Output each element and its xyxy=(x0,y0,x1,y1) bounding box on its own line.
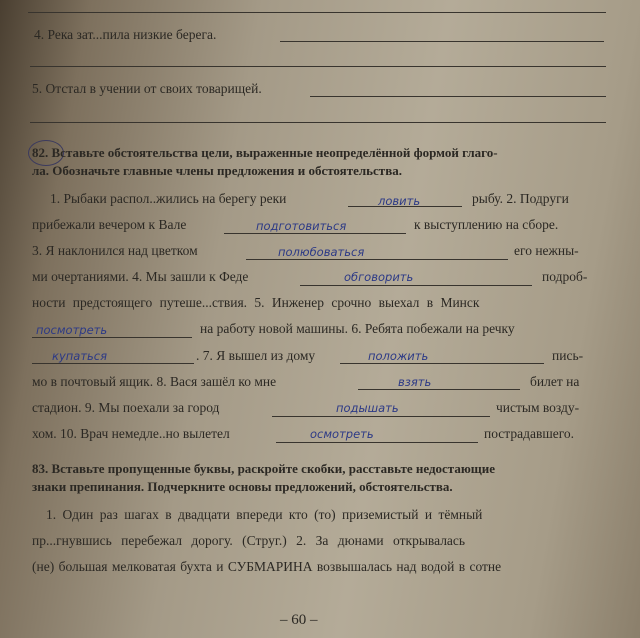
handwritten-answer: посмотреть xyxy=(36,323,108,337)
answer-blank[interactable] xyxy=(340,363,544,364)
answer-blank[interactable] xyxy=(276,442,478,443)
ex82-line-7-mid: . 7. Я вышел из дому xyxy=(196,348,316,363)
ex82-line-2-left: прибежали вечером к Вале xyxy=(32,217,187,232)
writing-rule xyxy=(28,12,606,13)
page-number: – 60 – xyxy=(280,612,318,628)
ex82-line-8-right: билет на xyxy=(530,374,580,389)
ex83-line-3: (не) большая мелковатая бухта и СУБМАРИНА возвышалась над водой в сотне xyxy=(32,559,502,574)
handwritten-answer: подышать xyxy=(336,401,399,415)
ex82-line-10-left: хом. 10. Врач немедле..но вылетел xyxy=(32,426,230,441)
ex83-line-2: пр...гнувшись перебежал дорогу. (Струг.) 2. За дюнами открывалась xyxy=(32,533,466,548)
answer-blank[interactable] xyxy=(32,363,194,364)
answer-blank[interactable] xyxy=(310,96,606,97)
answer-blank[interactable] xyxy=(224,233,406,234)
ex82-line-7-right: пись- xyxy=(552,348,584,363)
ex82-line-1-left: 1. Рыбаки распол..жились на берегу реки xyxy=(50,191,287,206)
exercise-83-header: 83. Вставьте пропущенные буквы, раскройте скобки, расставьте недостающие xyxy=(32,461,496,476)
handwritten-answer: ловить xyxy=(378,194,421,208)
ex82-line-10-right: пострадавшего. xyxy=(484,426,575,441)
ex82-line-8-left: мо в почтовый ящик. 8. Вася зашёл ко мне xyxy=(32,374,277,389)
handwritten-answer: купаться xyxy=(52,349,108,363)
handwritten-answer: взять xyxy=(398,375,432,389)
item-4: 4. Река зат...пила низкие берега. xyxy=(34,27,217,42)
handwritten-answer: полюбоваться xyxy=(278,245,365,259)
ex82-line-1-right: рыбу. 2. Подруги xyxy=(472,191,569,206)
exercise-83-header-cont: знаки препинания. Подчеркните основы предложений, обстоятельства. xyxy=(32,479,453,494)
answer-blank[interactable] xyxy=(280,41,604,42)
ex82-line-4-left: ми очертаниями. 4. Мы зашли к Феде xyxy=(32,269,249,284)
handwritten-answer: положить xyxy=(368,349,429,363)
answer-blank[interactable] xyxy=(272,416,490,417)
ex82-line-4-right: подроб- xyxy=(542,269,588,284)
handwritten-answer: осмотреть xyxy=(310,427,374,441)
ex82-line-3-left: 3. Я наклонился над цветком xyxy=(32,243,198,258)
item-5: 5. Отстал в учении от своих товарищей. xyxy=(32,81,262,96)
answer-blank[interactable] xyxy=(246,259,508,260)
exercise-82-header: 82. Вставьте обстоятельства цели, выраженные неопределённой формой глаго- xyxy=(32,145,498,160)
ex82-line-9-right: чистым возду- xyxy=(496,400,580,415)
ex83-line-1: 1. Один раз шагах в двадцати впереди кто (то) приземистый и тёмный xyxy=(46,507,483,522)
ex82-line-6-right: на работу новой машины. 6. Ребята побежали на речку xyxy=(200,321,515,336)
textbook-page xyxy=(18,0,628,638)
ex82-line-5: ности предстоящего путеше...ствия. 5. Инженер срочно выехал в Минск xyxy=(32,295,480,310)
ex82-line-2-right: к выступлению на сборе. xyxy=(414,217,559,232)
answer-blank[interactable] xyxy=(358,389,520,390)
handwritten-answer: подготовиться xyxy=(256,219,347,233)
ex82-line-3-right: его нежны- xyxy=(514,243,579,258)
exercise-82-header-cont: ла. Обозначьте главные члены предложения и обстоятельства. xyxy=(32,163,402,178)
answer-blank[interactable] xyxy=(32,337,192,338)
handwritten-answer: обговорить xyxy=(344,270,414,284)
ex82-line-9-left: стадион. 9. Мы поехали за город xyxy=(32,400,220,415)
writing-rule xyxy=(30,66,606,67)
answer-blank[interactable] xyxy=(300,285,532,286)
writing-rule xyxy=(30,122,606,123)
